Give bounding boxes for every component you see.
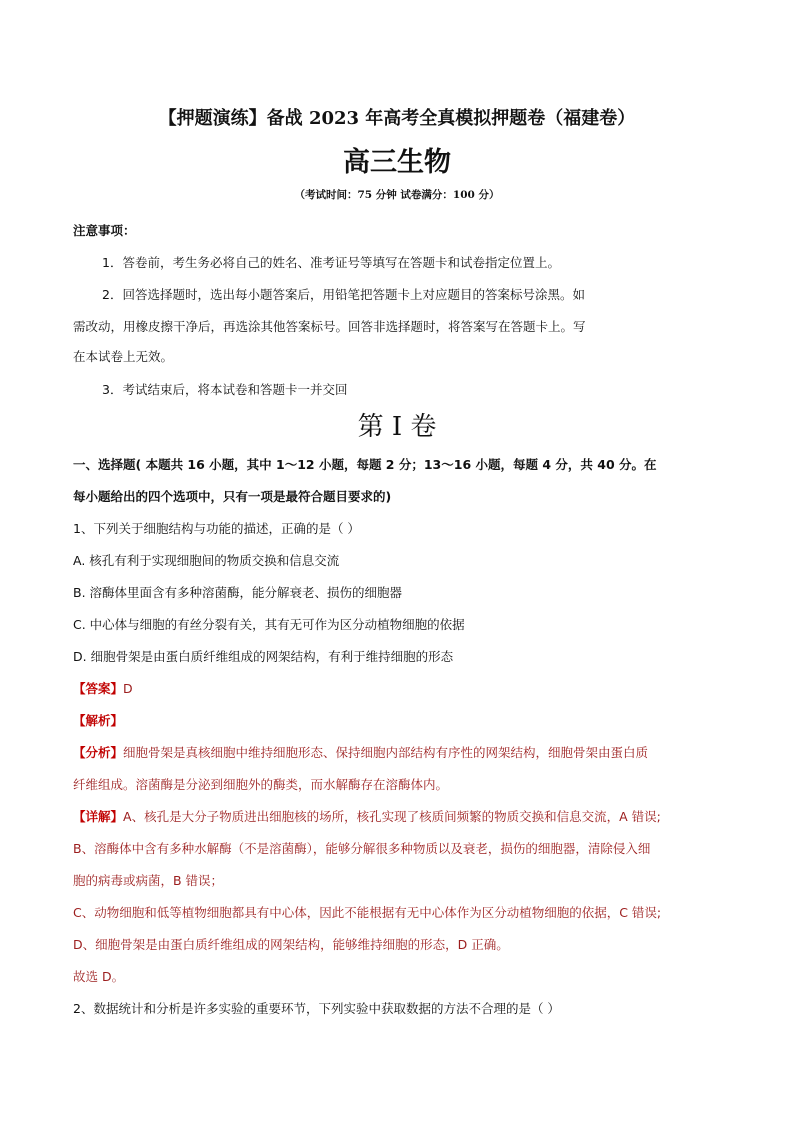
answer-tag: 【答案】 (73, 681, 124, 696)
section-intro-line2: 每小题给出的四个选项中，只有一项是最符合题目要求的) (73, 489, 392, 504)
question-1-option-a: A. 核孔有利于实现细胞间的物质交换和信息交流 (73, 553, 340, 568)
xiangjie-line-4: C、动物细胞和低等植物细胞都具有中心体，因此不能根据有无中心体作为区分动植物细胞的依据，C 错误; (73, 905, 662, 920)
answer-value: D (123, 681, 133, 696)
fenxi-text-1: 细胞骨架是真核细胞中维持细胞形态、保持细胞内部结构有序性的网架结构，细胞骨架由蛋白质 (123, 745, 649, 760)
xiangjie-tag: 【详解】 (73, 809, 124, 824)
xiangjie-line-2: B、溶酶体中含有多种水解酶（不是溶菌酶），能够分解很多种物质以及衰老，损伤的细胞器，清除侵入细 (73, 841, 651, 856)
question-1-option-d: D. 细胞骨架是由蛋白质纤维组成的网架结构，有利于维持细胞的形态 (73, 649, 454, 664)
question-2-stem: 2、数据统计和分析是许多实验的重要环节，下列实验中获取数据的方法不合理的是（ ） (73, 1001, 560, 1016)
note-item-1: 1．答卷前，考生务必将自己的姓名、准考证号等填写在答题卡和试卷指定位置上。 (102, 255, 560, 270)
note-item-2: 2．回答选择题时，选出每小题答案后，用铅笔把答题卡上对应题目的答案标号涂黑。如 (102, 287, 585, 302)
xiangjie-line-3: 胞的病毒或病菌，B 错误； (73, 873, 224, 888)
subject-title: 高三生物 (343, 147, 451, 178)
section-intro-line1: 一、选择题( 本题共 16 小题，其中 1～12 小题，每题 2 分；13～16 小题，每题 4 分，共 40 分。在 (73, 457, 657, 472)
fenxi-line-2: 纤维组成。溶菌酶是分泌到细胞外的酶类，而水解酶存在溶酶体内。 (73, 777, 449, 792)
analysis-tag: 【解析】 (73, 713, 124, 728)
section-title: 第 I 卷 (357, 412, 437, 442)
xiangjie-line-5: D、细胞骨架是由蛋白质纤维组成的网架结构，能够维持细胞的形态，D 正确。 (73, 937, 509, 952)
fenxi-tag: 【分析】 (73, 745, 124, 760)
question-1-option-c: C. 中心体与细胞的有丝分裂有关，其有无可作为区分动植物细胞的依据 (73, 617, 465, 632)
note-item-3: 3．考试结束后，将本试卷和答题卡一并交回 (102, 382, 348, 397)
answer-line (73, 679, 133, 697)
exam-title: 【押题演练】备战 2023 年高考全真模拟押题卷（福建卷） (158, 108, 636, 129)
conclusion: 故选 D。 (73, 969, 125, 984)
exam-info: （考试时间：75 分钟 试卷满分：100 分） (294, 189, 500, 201)
note-item-2-cont: 需改动，用橡皮擦干净后，再选涂其他答案标号。回答非选择题时，将答案写在答题卡上。写 (73, 319, 586, 334)
xiangjie-text-1: A、核孔是大分子物质进出细胞核的场所，核孔实现了核质间频繁的物质交换和信息交流，A 错误; (123, 809, 661, 824)
note-item-2-end: 在本试卷上无效。 (73, 349, 174, 364)
question-1-option-b: B. 溶酶体里面含有多种溶菌酶，能分解衰老、损伤的细胞器 (73, 585, 403, 600)
fenxi-line-1 (73, 743, 648, 761)
question-1-stem: 1、下列关于细胞结构与功能的描述，正确的是（ ） (73, 521, 360, 536)
notes-title: 注意事项： (73, 223, 136, 238)
xiangjie-line-1 (73, 807, 661, 825)
